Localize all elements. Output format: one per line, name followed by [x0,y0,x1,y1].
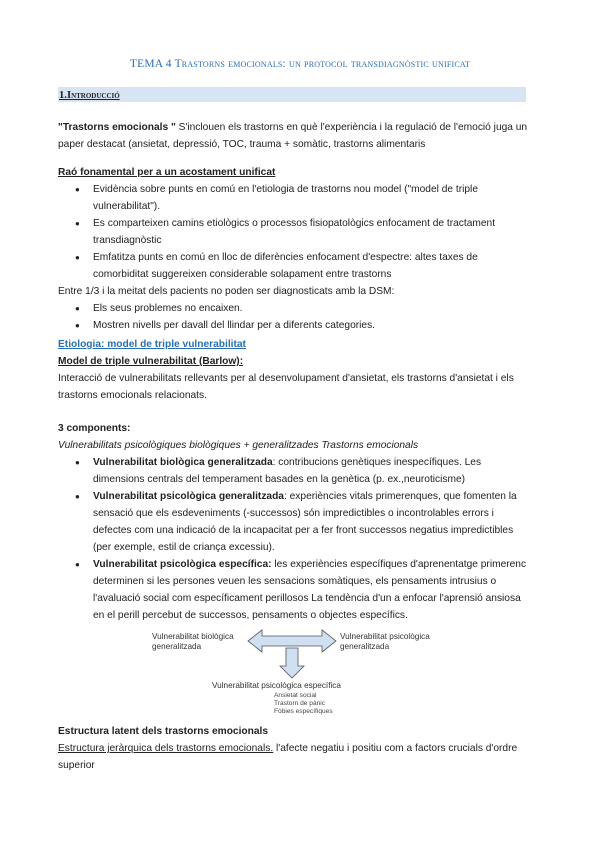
diagram-example: Fòbies específiques [274,708,333,715]
triple-vulnerability-diagram [150,624,450,724]
list-item: ● Vulnerabilitat biològica generalitzada: contribucions genètiques inespecífiques. Les dimensions centrals del temperament basades en la genètica (p. ex.,neuroticisme) [58,454,528,488]
intro-term: "Trastorns emocionals " [58,122,176,133]
list-item: ● Vulnerabilitat psicològica generalitzada: experiències vitals primerenques, que fomenten la sensació que els esdeveniments (-successos) són impredictibles o incontrolables errors i defectes com una indicació de la incapacitat per a fer front successos negatius impredictibles (per exemple, estil de criança excessiu). [58,488,528,556]
rao-heading: Raó fonamental per a un acostament unificat [58,167,276,178]
intro-definition: S'inclouen els trastorns en què l'experiència i la regulació de l'emoció juga un paper destacat (ansietat, depressió, TOC, trauma + somàtic, trastorns alimentaris [58,122,528,150]
diagram-example: Ansietat social [274,692,317,699]
section-heading: 1.Introducció [59,90,120,101]
title-prefix: TEMA 4 [129,58,172,70]
list-item: ● Els seus problemes no encaixen. [58,300,528,317]
document-title [0,56,600,73]
components-heading: 3 components: [58,423,131,434]
etiologia-section [58,336,528,404]
list-item: ● Vulnerabilitat psicològica específica: les experiències específiques d'aprenentatge primerenc determinen si les persones veuen les sensacions somàtiques, els pensaments intrusius o l'avaluació social com específicament perillosos La tendència d'un a enfocar l'aprensió ansiosa en el perill percebut de successos, pensaments o objectes específics. [58,556,528,624]
diagram-right-label: Vulnerabilitat psicològica generalitzada [340,632,430,651]
etiologia-heading: Etiologia: model de triple vulnerabilitat [58,339,246,350]
estructura-heading: Estructura latent dels trastorns emocionals [58,726,269,737]
model-text: Interacció de vulnerabilitats rellevants per al desenvolupament d'ansietat, els trastorns d'ansietat i els trastorns emocionals relacionats. [58,373,514,401]
estructura-text: l'afecte negatiu i positiu com a factors crucials d'ordre superior [58,743,518,771]
components-subtitle: Vulnerabilitats psicològiques biològiques + generalitzades Trastorns emocionals [58,440,419,451]
list-item: ● Es comparteixen camins etiològics o processos fisiopatològics enfocament de tractament transdiagnòstic [58,215,528,249]
components-section [58,420,528,624]
diagram-example: Trastorn de pànic [274,700,326,707]
list-item: ● Mostren nivells per davall del llindar per a diferents categories. [58,317,528,334]
list-item: ● Evidència sobre punts en comú en l'etiologia de trastorns nou model ("model de triple vulnerabilitat"). [58,181,528,215]
diagram-bottom-label: Vulnerabilitat psicològica específica [212,681,341,690]
estructura-link: Estructura jeràrquica dels trastorns emocionals. [58,743,274,754]
intro-paragraph [58,119,528,153]
rao-section [58,164,528,334]
title-rest: Trastorns emocionals: un protocol transdiagnòstic unificat [171,58,471,70]
estructura-section [58,723,528,774]
dsm-line: Entre 1/3 i la meitat dels pacients no poden ser diagnosticats amb la DSM: [58,286,395,297]
model-heading: Model de triple vulnerabilitat (Barlow): [58,356,244,367]
diagram-left-label: Vulnerabilitat biològica generalitzada [152,632,234,651]
section-heading-bar [58,87,526,102]
down-arrow [280,648,304,678]
list-item: ● Emfatitza punts en comú en lloc de diferències enfocament d'espectre: altes taxes de comorbiditat suggereixen considerable solapament entre trastorns [58,249,528,283]
